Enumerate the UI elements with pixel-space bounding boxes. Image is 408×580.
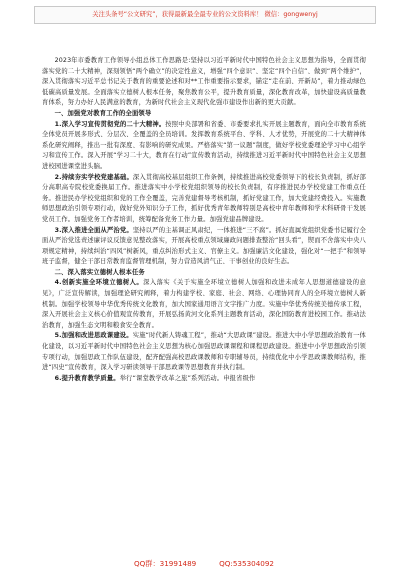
list-item xyxy=(42,331,366,373)
list-item xyxy=(42,120,366,173)
item-text: 坚持以严的主基调正风肃纪，一体推进“三不腐”。抓好直属党组织党委书记履行全面从严治党选责述廉评议反馈意见整改落实，开展高校重点领域廉政问题排查整治“回头看”，锲而不舍落实中央八项规定精神，持续纠治“四风”树新风，重点纠治形式主义、官僚主义。加强廉洁文化建设，强化对“一把手”和领导班子监督，健全干部日常教育监督管理机制，努力营造风清气正、干事创业的良好生态。 xyxy=(42,226,366,266)
list-item xyxy=(42,374,366,385)
list-item xyxy=(42,278,366,331)
item-title: 2.持续夯实学校党建基础。 xyxy=(54,173,133,181)
section-heading: 二、深入落实立德树人根本任务 xyxy=(54,268,145,276)
item-text: 深入贯彻高校基层组织工作条例，持续推进高校党委领导下的校长负责制，抓好部分高职高专院校党委换届工作。推进落实中小学校党组织领导的校长负责制，有序推进民办学校党建工作重点任务。推进民办学校党组织和党的工作全覆盖，完善党建督导考核机制，抓好党建工作，加大党建经费投入。实施教师思想政治引领专项行动，做好党外知识分子工作，抓好优秀青年教师特别是高校中青年教师和学术科研骨干发展党员工作。加强党务工作者培训，统筹配备党务工作力量。加强党建品牌建设。 xyxy=(42,173,366,223)
item-text: 举行“课堂教学改革之旅”系列活动。申报省级作 xyxy=(119,374,256,382)
item-title: 4.创新实施全环境立德树人。 xyxy=(54,279,144,287)
document-body xyxy=(42,56,366,384)
item-text: 按照中央部署和省委、市委要求扎实开展主题教育，面向全市教育系统全体党员开展多形式、分层次、全覆盖的全员培训。发挥教育系统平台、学科、人才优势，开展党的二十大精神体系化研究阐释，推出一批有深度、有影响的研究成果。严格落实“第一议题”制度，做好学校党委理论学习中心组学习和宣传工作。深入开展“学习二十大，教育在行动”宣传教育活动，持续推进习近平新时代中国特色社会主义思想进校园进课堂进头脑。 xyxy=(42,120,366,170)
item-title: 1.深入学习宣传贯彻党的二十大精神。 xyxy=(54,120,166,128)
promo-banner: 关注头条号“公文研究”，获得最新最全最专业的公文资料库！ 微信：gongwenyj xyxy=(34,6,376,24)
intro-paragraph: 2023年市委教育工作领导小组总体工作思路是:坚持以习近平新时代中国特色社会主义思想为指导，全面贯彻落实党的二十大精神，深刻领悟“两个确立”的决定性意义，增强“四个意识”、坚定“四个自信”、做到“两个维护”，深入贯彻落实习近平总书记关于教育的重要论述和对**工作重要指示要求，锚定“走在前、开新局”，着力推动绿色低碳高质量发展。全面落实立德树人根本任务，聚焦教育公平，提升教育质量，深化教育改革，加快建设高质量教育体系，努力办好人民满意的教育，为新时代社会主义现代化强市建设作出新的更大贡献。 xyxy=(42,57,366,107)
item-title: 3.深入推进全面从严治党。 xyxy=(54,226,133,234)
item-text: 实施“时代新人铸魂工程”，推动“大思政课”建设。推进大中小学思想政治教育一体化建设，以习近平新时代中国特色社会主义思想为核心加强思政课课程和课程思政建设。推进中小学思想政治引领专项行动，加强思政工作队伍建设，配齐配强高校思政课教师和专职辅导员，持续优化中小学思政课教师结构，推进“四史”宣传教育，深入学习研读领导干部思政课等思想教育并执行制。 xyxy=(42,332,367,372)
item-text: 深入落实《关于实施全环境立德树人加强和改进未成年人思想道德建设的意见》，广泛宣传解读，加强理论研究阐释，着力构建学校、家庭、社会、网络、心理协同育人的全环境立德树人新机制。加强学校领导中华优秀传统文化教育，加大国家通用语言文字推广力度。实施中华优秀传统美德传承工程，深入开展社会主义核心价值观宣传教育，开展弘扬黄河文化系列主题教育活动，深化国防教育进校园工作。推动法治教育，加强生态文明和粮食安全教育。 xyxy=(42,279,366,329)
section-heading: 一、加强党对教育工作的全面领导 xyxy=(54,109,152,117)
item-title: 5.加强和改进思政课建设。 xyxy=(54,332,133,340)
item-title: 6.提升教育教学质量。 xyxy=(54,374,120,382)
qq-number: QQ:535304092 xyxy=(219,559,275,568)
qq-group: QQ群：31991489 xyxy=(133,559,197,568)
list-item xyxy=(42,173,366,226)
list-item xyxy=(42,226,366,268)
contact-footer xyxy=(0,557,408,571)
